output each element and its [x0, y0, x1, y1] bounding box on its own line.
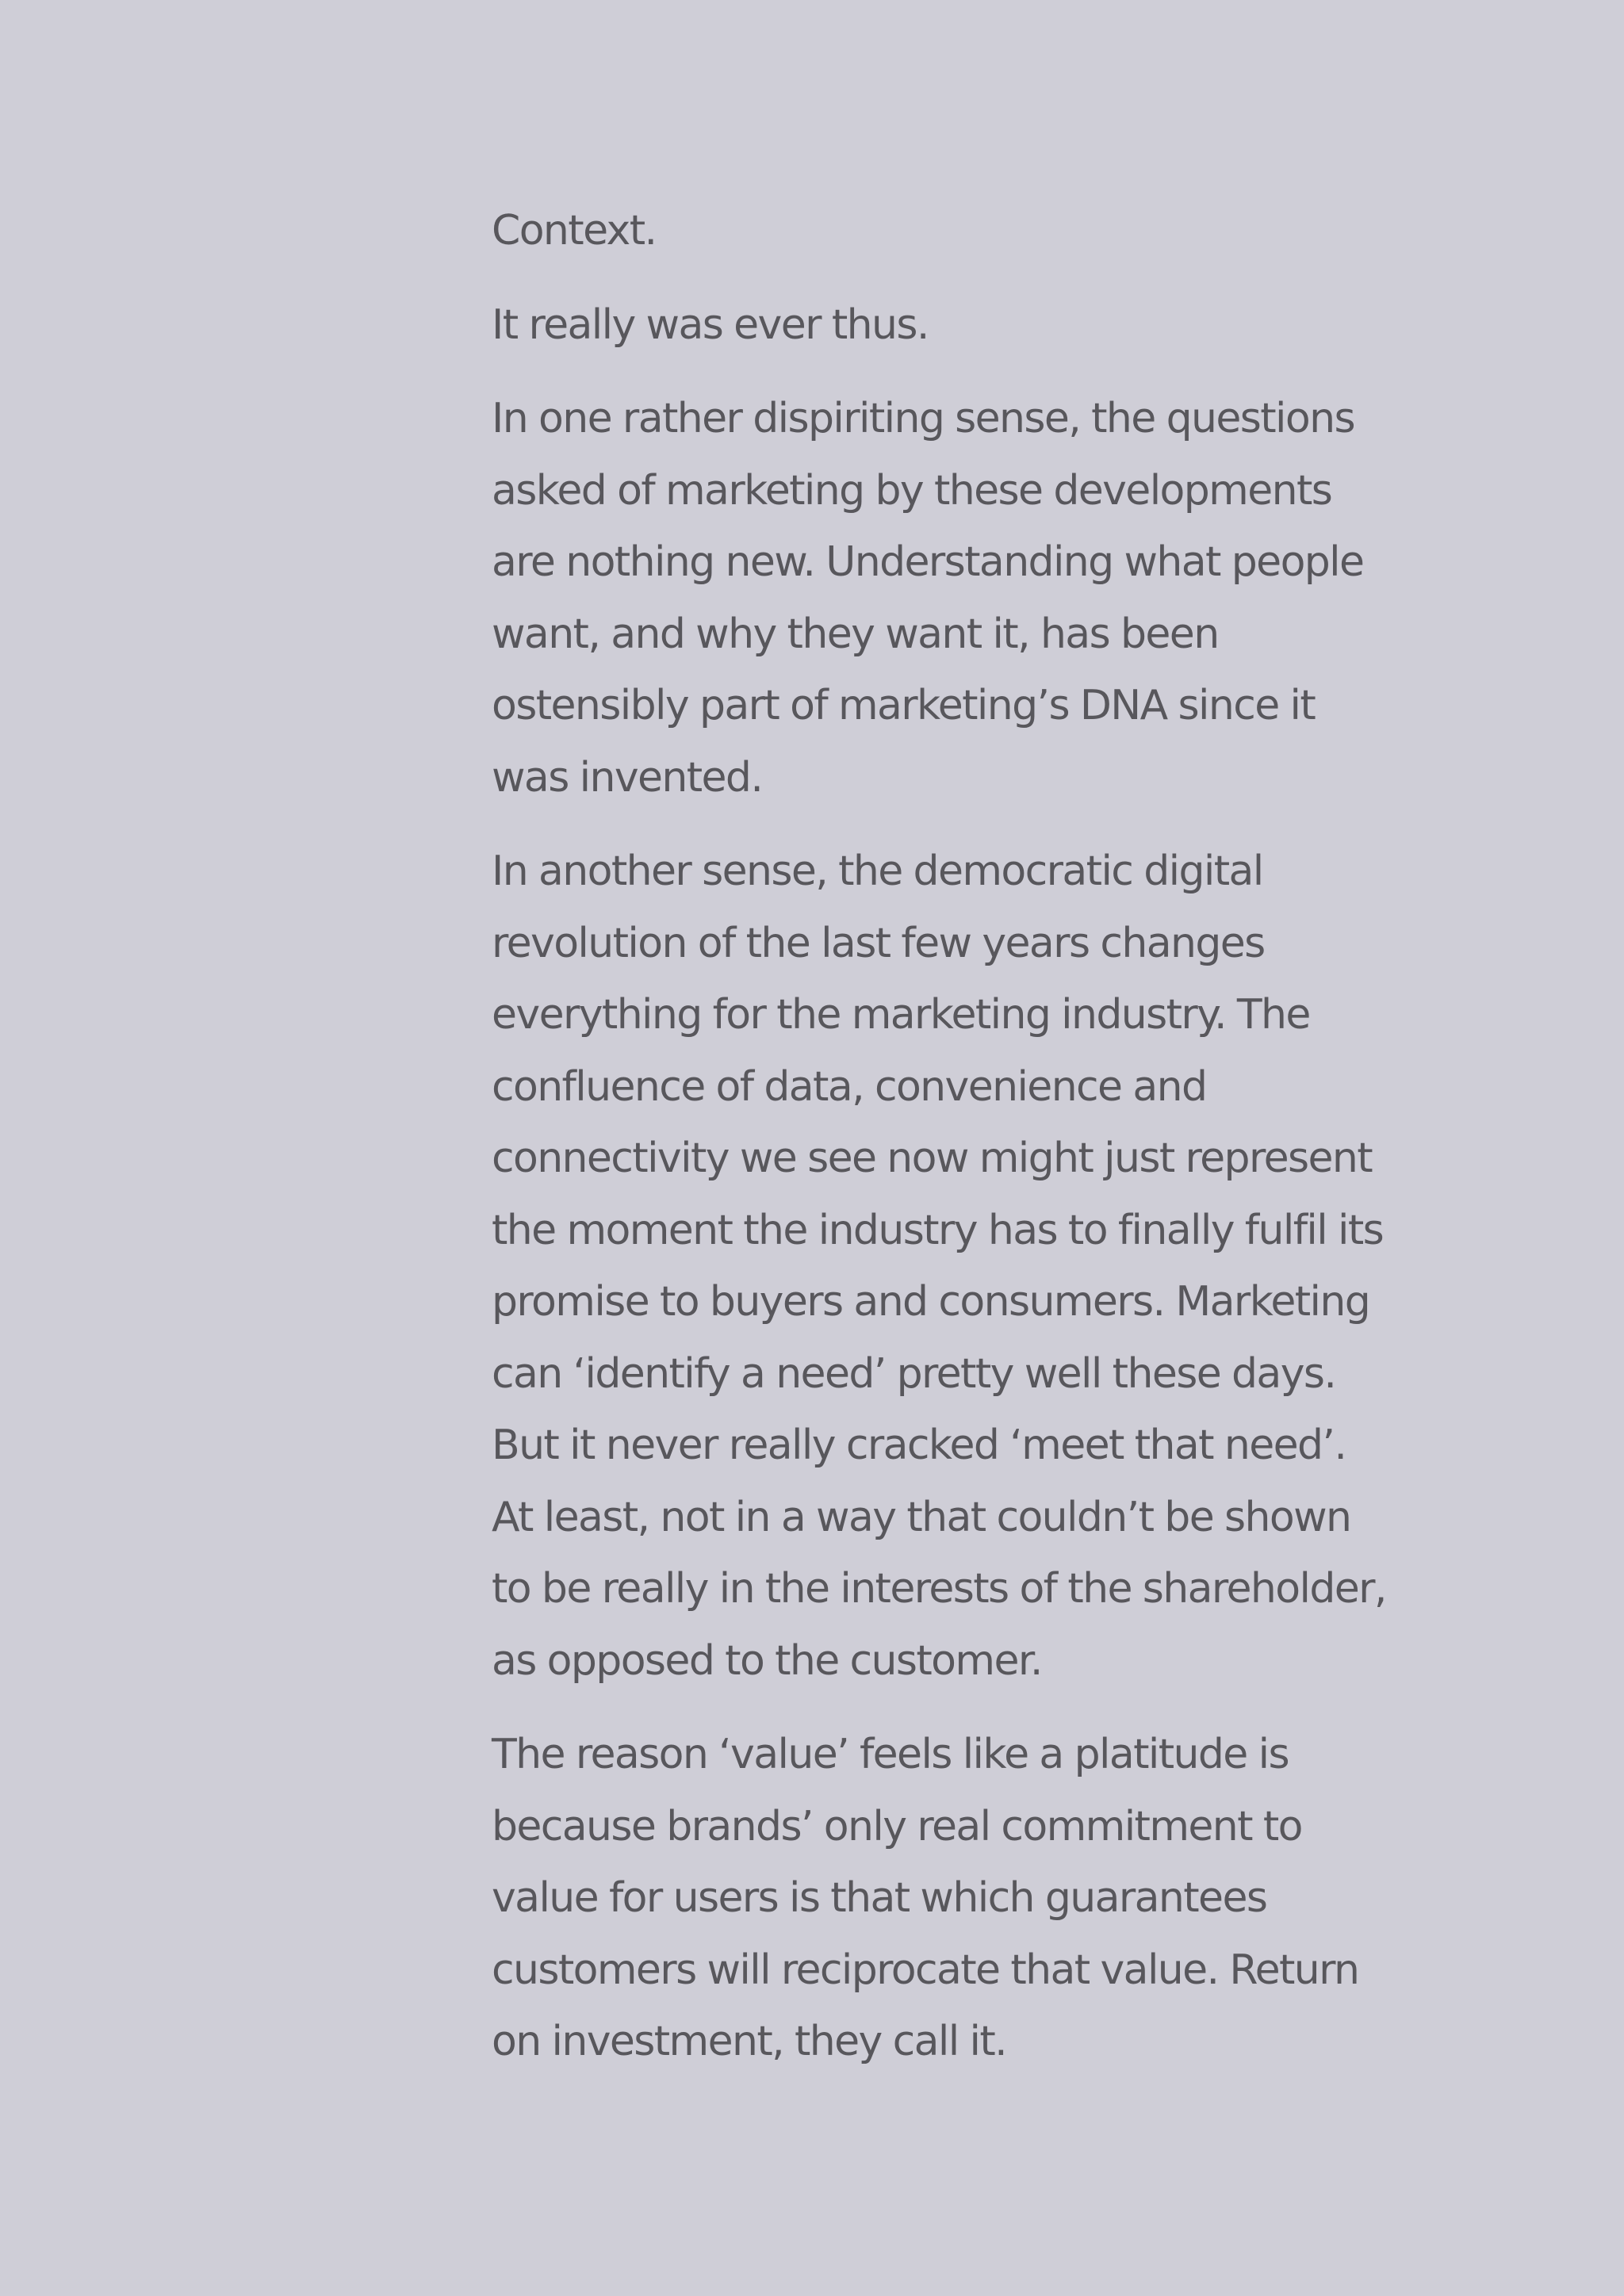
text-line: The reason ‘value’ feels like a platitude is: [492, 1731, 1289, 1778]
text-line: In one rather dispiriting sense, the questions: [492, 395, 1354, 442]
text-line: can ‘identify a need’ pretty well these days.: [492, 1349, 1336, 1398]
text-line: ostensibly part of marketing’s DNA since it: [492, 682, 1316, 729]
text-line: Context.: [492, 207, 657, 254]
text-line: to be really in the interests of the shareholder,: [492, 1565, 1386, 1613]
text-line: want, and why they want it, has been: [492, 610, 1219, 658]
document-body: [492, 195, 1443, 2100]
text-line: everything for the marketing industry. The: [492, 991, 1310, 1039]
text-line: was invented.: [492, 753, 763, 802]
paragraph-dispiriting-sense: [492, 383, 1443, 813]
text-line: customers will reciprocate that value. Return: [492, 1946, 1359, 1994]
paragraph-another-sense: [492, 836, 1443, 1697]
text-line: But it never really cracked ‘meet that need’.: [492, 1422, 1346, 1469]
paragraph-context: [492, 195, 1443, 267]
text-line: the moment the industry has to finally fulfil its: [492, 1206, 1384, 1254]
text-line: It really was ever thus.: [492, 300, 929, 349]
text-line: connectivity we see now might just represent: [492, 1135, 1373, 1182]
text-line: asked of marketing by these developments: [492, 466, 1332, 515]
text-line: because brands’ only real commitment to: [492, 1802, 1302, 1850]
text-line: revolution of the last few years changes: [492, 919, 1265, 967]
text-line: In another sense, the democratic digital: [492, 848, 1263, 895]
text-line: as opposed to the customer.: [492, 1636, 1042, 1685]
text-line: value for users is that which guarantees: [492, 1874, 1267, 1922]
text-line: confluence of data, convenience and: [492, 1062, 1207, 1111]
text-line: are nothing new. Understanding what people: [492, 538, 1364, 586]
paragraph-value-platitude: [492, 1719, 1443, 2078]
text-line: on investment, they call it.: [492, 2018, 1007, 2065]
text-line: At least, not in a way that couldn’t be shown: [492, 1493, 1351, 1541]
text-line: promise to buyers and consumers. Marketing: [492, 1278, 1370, 1326]
paragraph-ever-thus: [492, 289, 1443, 362]
